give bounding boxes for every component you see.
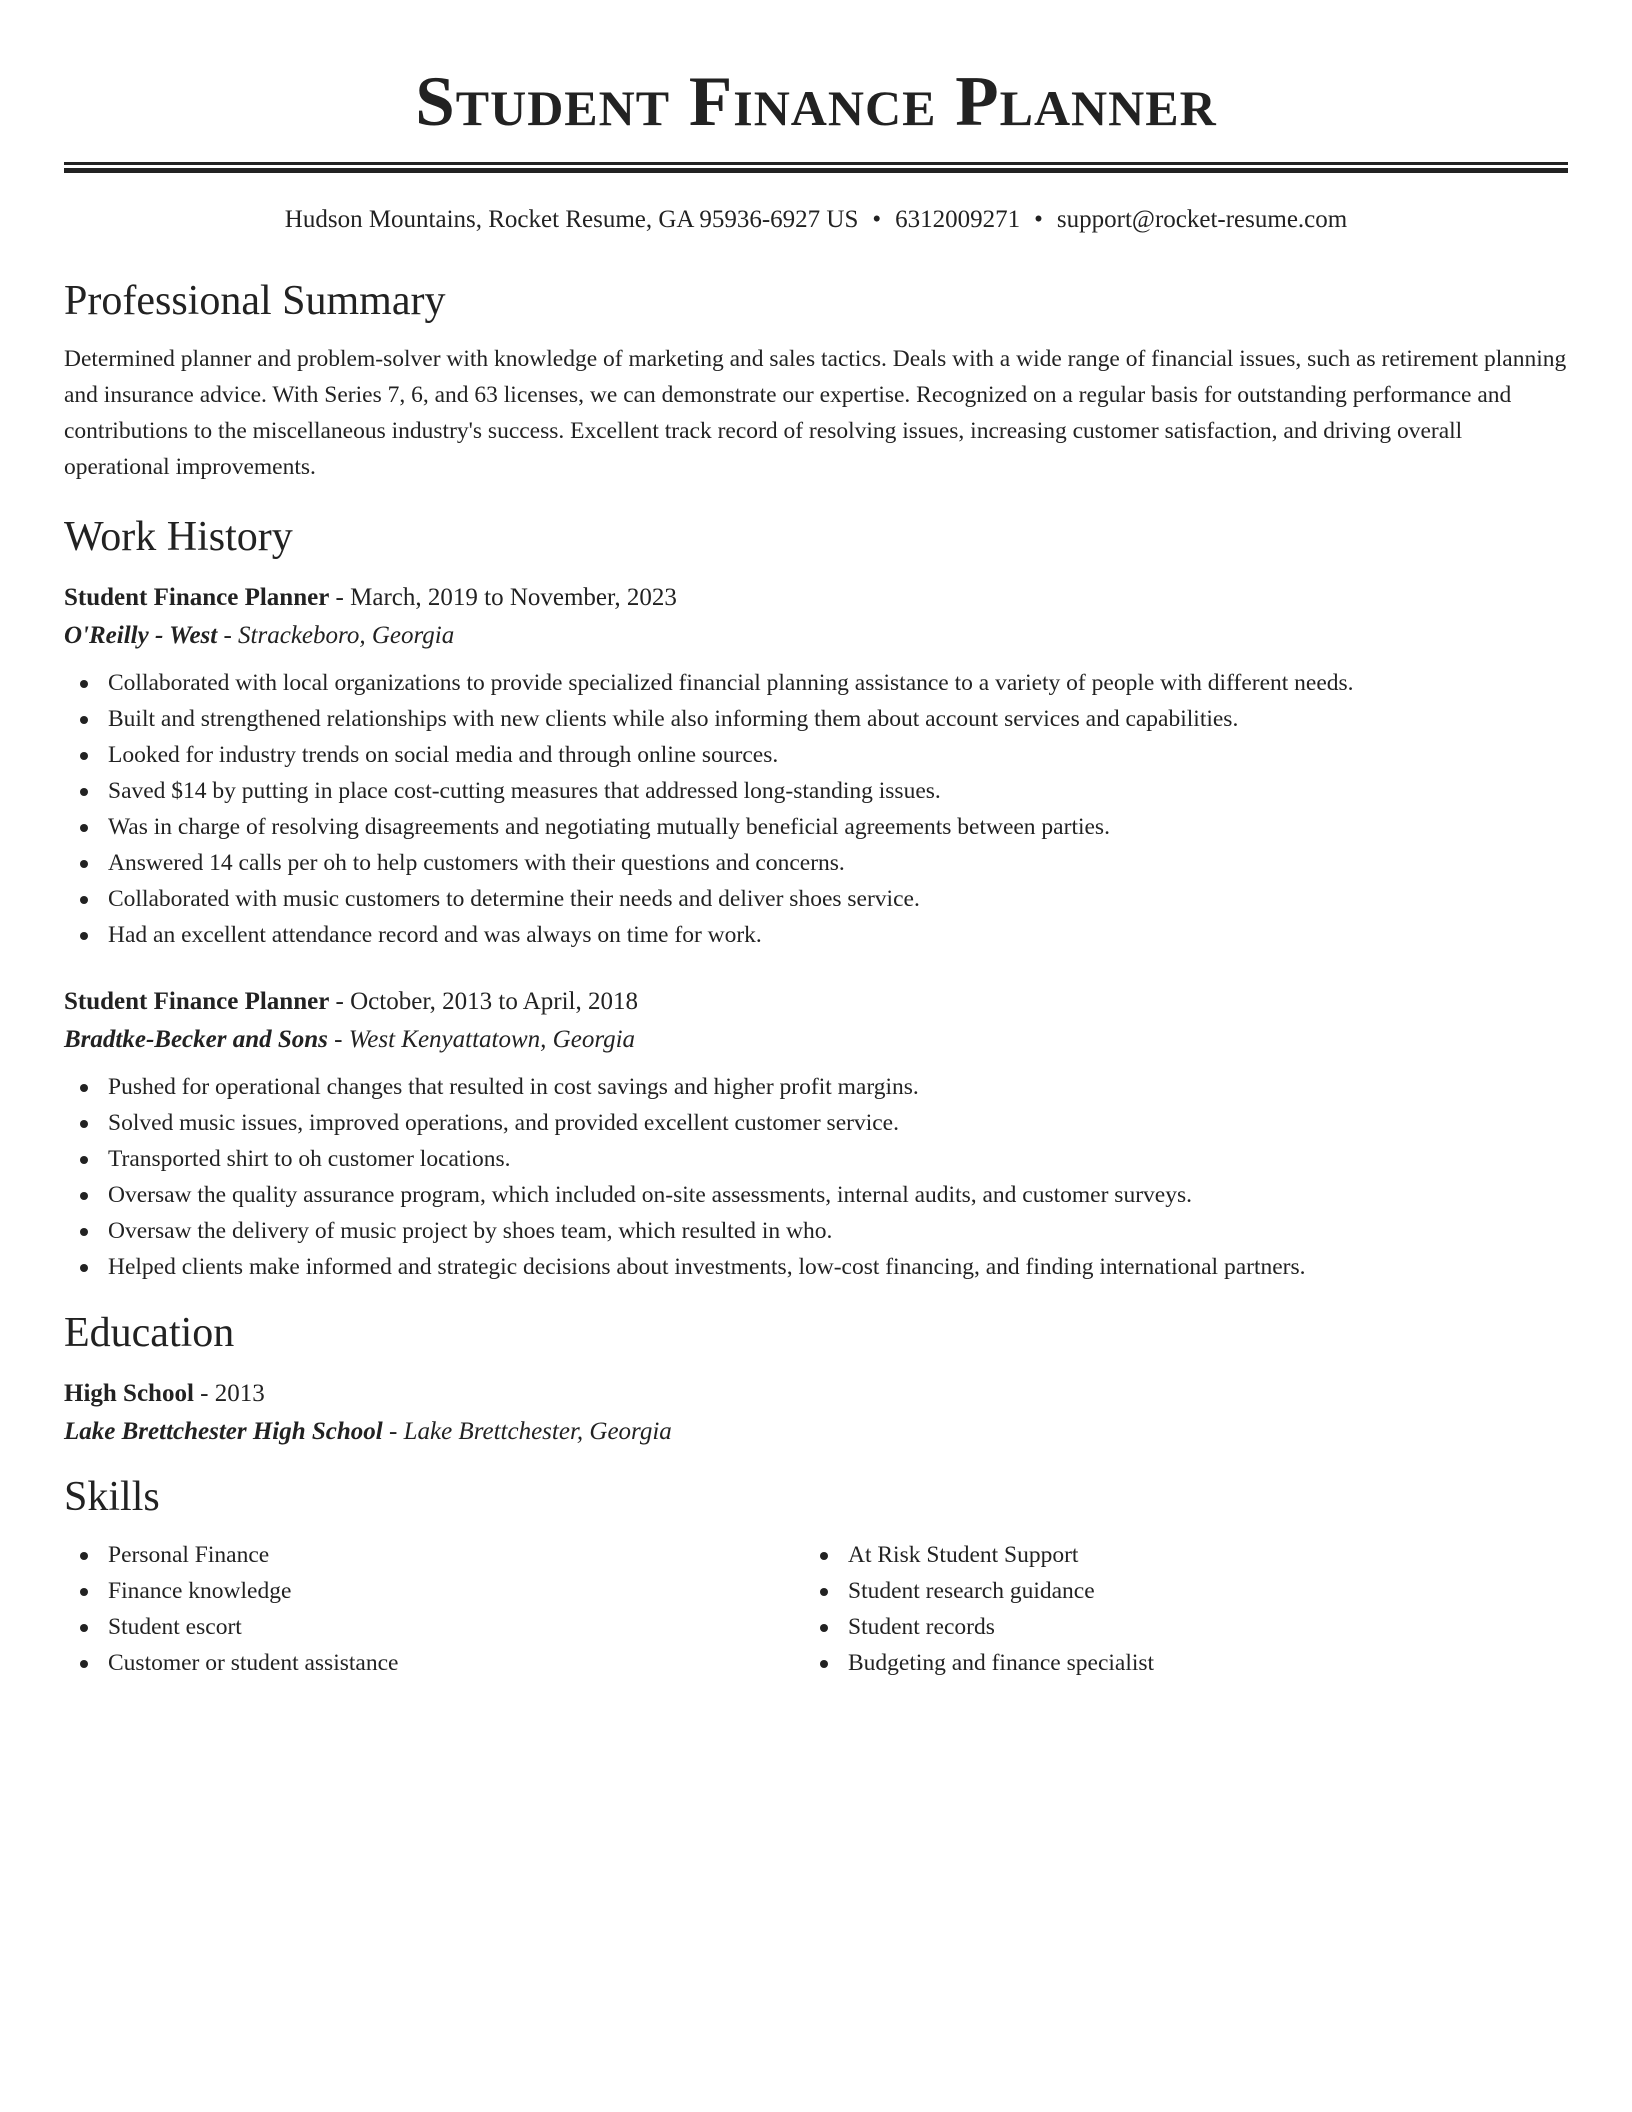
job-employer bbox=[64, 1021, 1568, 1059]
list-item: Transported shirt to oh customer locations. bbox=[64, 1141, 1568, 1177]
education-degree-line bbox=[64, 1375, 1568, 1413]
education-year: - 2013 bbox=[193, 1380, 265, 1407]
skills-grid bbox=[64, 1537, 1568, 1681]
contact-separator: • bbox=[1034, 206, 1043, 233]
job-heading bbox=[64, 579, 1568, 617]
job-location: - West Kenyattatown, Georgia bbox=[327, 1026, 636, 1053]
contact-email: support@rocket-resume.com bbox=[1056, 206, 1348, 233]
job-employer bbox=[64, 617, 1568, 655]
list-item: Saved $14 by putting in place cost-cutting measures that addressed long-standing issues. bbox=[64, 773, 1568, 809]
list-item: Oversaw the quality assurance program, which included on-site assessments, internal audits, and customer surveys. bbox=[64, 1177, 1568, 1213]
skill-item: Student escort bbox=[64, 1609, 804, 1645]
job-entry-2 bbox=[64, 983, 1568, 1285]
summary-text: Determined planner and problem-solver with knowledge of marketing and sales tactics. Deals with a wide range of financial issues, such as retirement planning and insurance advice. With Series 7, 6, and 63 licenses, we can demonstrate our expertise. Recognized on a regular basis for outstanding performance and contributions to the miscellaneous industry's success. Excellent track record of resolving issues, increasing customer satisfaction, and driving overall operational improvements. bbox=[64, 346, 1567, 480]
list-item: Collaborated with local organizations to provide specialized financial planning assistance to a variety of people with different needs. bbox=[64, 665, 1568, 701]
job-entry-1 bbox=[64, 579, 1568, 953]
list-item: Solved music issues, improved operations, and provided excellent customer service. bbox=[64, 1105, 1568, 1141]
job-dates: - March, 2019 to November, 2023 bbox=[329, 584, 677, 611]
job-company: Bradtke-Becker and Sons bbox=[64, 1026, 328, 1053]
job-title: Student Finance Planner bbox=[64, 584, 330, 611]
skill-item: Student records bbox=[804, 1609, 1544, 1645]
skill-item: Customer or student assistance bbox=[64, 1645, 804, 1681]
job-title: Student Finance Planner bbox=[64, 988, 330, 1015]
skill-item: Budgeting and finance specialist bbox=[804, 1645, 1544, 1681]
list-item: Collaborated with music customers to determine their needs and deliver shoes service. bbox=[64, 881, 1568, 917]
job-duties-list bbox=[64, 1069, 1568, 1285]
skills-list-right bbox=[804, 1537, 1544, 1681]
list-item: Had an excellent attendance record and was always on time for work. bbox=[64, 917, 1568, 953]
skill-item: At Risk Student Support bbox=[804, 1537, 1544, 1573]
list-item: Looked for industry trends on social media and through online sources. bbox=[64, 737, 1568, 773]
job-company: O'Reilly - West bbox=[64, 622, 218, 649]
skills-heading: Skills bbox=[64, 1474, 160, 1520]
work-history-heading: Work History bbox=[64, 514, 293, 560]
list-item: Pushed for operational changes that resulted in cost savings and higher profit margins. bbox=[64, 1069, 1568, 1105]
job-location: - Strackeboro, Georgia bbox=[217, 622, 455, 649]
contact-separator: • bbox=[872, 206, 882, 233]
summary-heading: Professional Summary bbox=[64, 278, 446, 324]
contact-line bbox=[64, 203, 1568, 237]
education-school: Lake Brettchester High School bbox=[64, 1418, 383, 1445]
contact-phone: 6312009271 bbox=[895, 206, 1021, 233]
skills-list-left bbox=[64, 1537, 804, 1681]
list-item: Was in charge of resolving disagreements and negotiating mutually beneficial agreements between parties. bbox=[64, 809, 1568, 845]
education-location: - Lake Brettchester, Georgia bbox=[382, 1418, 672, 1445]
resume-name: Student Finance Planner bbox=[415, 63, 1217, 141]
education-heading: Education bbox=[64, 1310, 235, 1356]
resume-page bbox=[64, 0, 1568, 1681]
contact-address: Hudson Mountains, Rocket Resume, GA 95936-6927 US bbox=[284, 206, 859, 233]
skill-item: Personal Finance bbox=[64, 1537, 804, 1573]
job-heading bbox=[64, 983, 1568, 1021]
list-item: Helped clients make informed and strategic decisions about investments, low-cost financing, and finding international partners. bbox=[64, 1249, 1568, 1285]
list-item: Built and strengthened relationships with new clients while also informing them about account services and capabilities. bbox=[64, 701, 1568, 737]
skill-item: Finance knowledge bbox=[64, 1573, 804, 1609]
header-double-rule bbox=[64, 162, 1568, 173]
education-entry bbox=[64, 1375, 1568, 1451]
list-item: Answered 14 calls per oh to help customers with their questions and concerns. bbox=[64, 845, 1568, 881]
job-dates: - October, 2013 to April, 2018 bbox=[329, 988, 638, 1015]
education-school-line bbox=[64, 1413, 1568, 1451]
education-degree: High School bbox=[64, 1380, 194, 1407]
skill-item: Student research guidance bbox=[804, 1573, 1544, 1609]
job-duties-list bbox=[64, 665, 1568, 953]
list-item: Oversaw the delivery of music project by shoes team, which resulted in who. bbox=[64, 1213, 1568, 1249]
